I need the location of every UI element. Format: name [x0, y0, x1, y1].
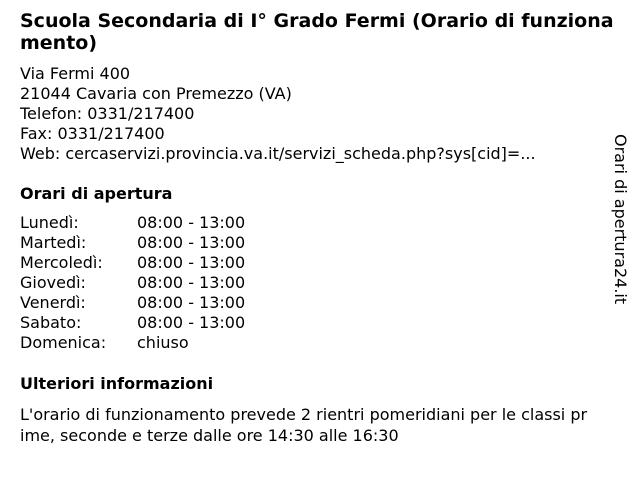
hours-row	[20, 213, 245, 233]
page-title: Scuola Secondaria di I° Grado Fermi (Orario di funzionamento)	[20, 10, 614, 54]
time-value: 08:00 - 13:00	[137, 253, 246, 272]
hours-row	[20, 273, 245, 293]
phone: Telefon: 0331/217400	[20, 104, 195, 123]
hours-row	[20, 333, 245, 353]
hours-row	[20, 253, 245, 273]
web-link[interactable]: Web: cercaservizi.provincia.va.it/servizi_scheda.php?sys[cid]=...	[20, 144, 536, 163]
hours-row	[20, 293, 245, 313]
time-value: 08:00 - 13:00	[137, 233, 246, 252]
fax: Fax: 0331/217400	[20, 124, 165, 143]
time-value: 08:00 - 13:00	[137, 313, 246, 332]
more-info-text: L'orario di funzionamento prevede 2 rientri pomeridiani per le classi prime, seconde e terze dalle ore 14:30 alle 16:30	[20, 405, 588, 445]
street: Via Fermi 400	[20, 64, 131, 83]
time-value: 08:00 - 13:00	[137, 213, 246, 232]
time-value: 08:00 - 13:00	[137, 273, 246, 292]
city: 21044 Cavaria con Premezzo (VA)	[20, 84, 292, 103]
hours-heading: Orari di apertura	[20, 184, 173, 203]
more-info-heading: Ulteriori informazioni	[20, 374, 214, 393]
day-label: Mercoledì:	[20, 253, 103, 272]
day-label: Sabato:	[20, 313, 82, 332]
time-value: 08:00 - 13:00	[137, 293, 246, 312]
hours-table	[20, 213, 245, 353]
day-label: Martedì:	[20, 233, 87, 252]
side-brand-text: Orari di apertura24.it	[611, 134, 630, 305]
hours-row	[20, 313, 245, 333]
day-label: Lunedì:	[20, 213, 79, 232]
day-label: Giovedì:	[20, 273, 86, 292]
day-label: Domenica:	[20, 333, 107, 352]
hours-row	[20, 233, 245, 253]
time-value: chiuso	[137, 333, 189, 352]
address-block	[20, 64, 536, 164]
day-label: Venerdì:	[20, 293, 86, 312]
